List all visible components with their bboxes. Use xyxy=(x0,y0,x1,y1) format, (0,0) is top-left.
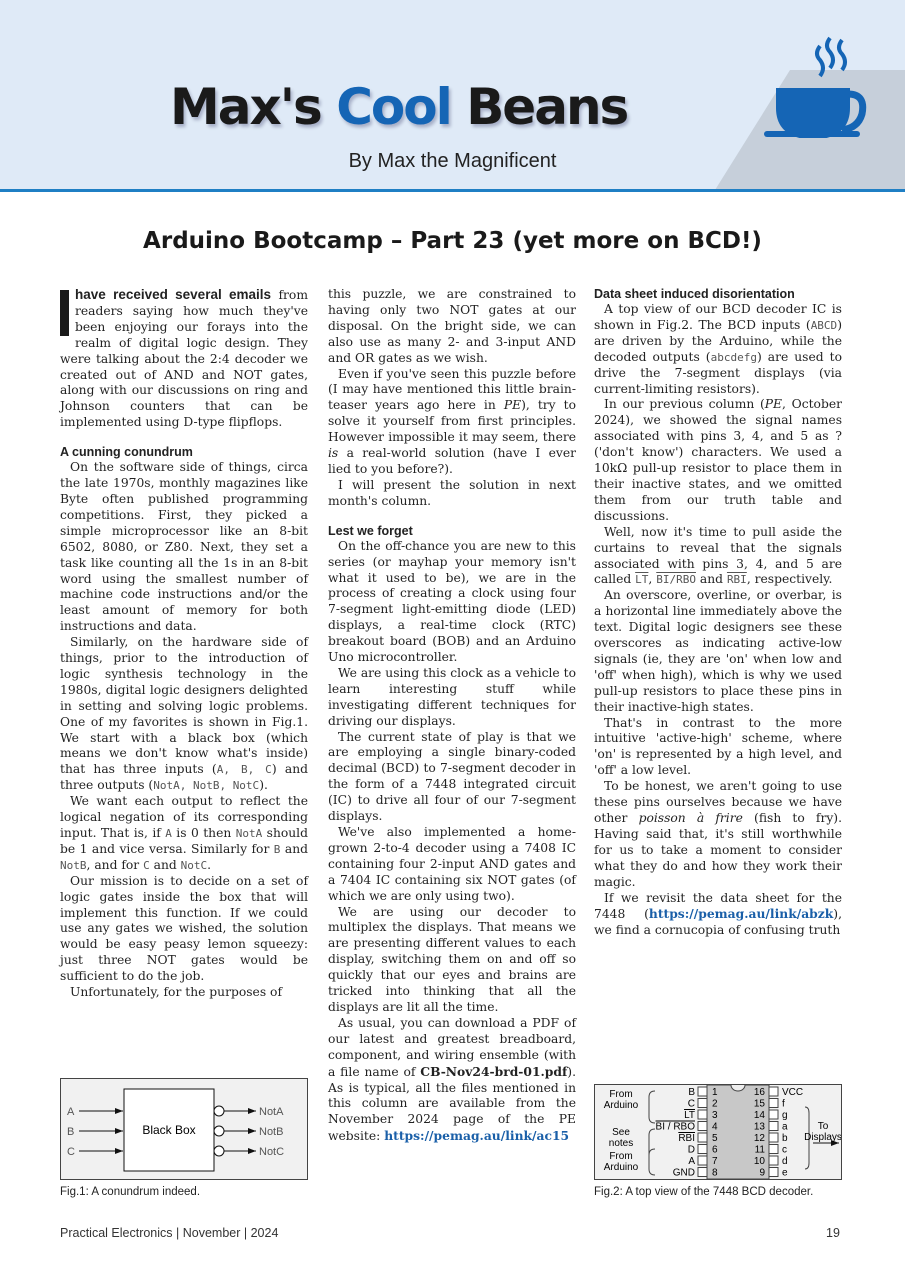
pin-number: 3 xyxy=(712,1110,718,1121)
pin-number: 7 xyxy=(712,1156,718,1167)
subheading: A cunning conundrum xyxy=(60,445,193,460)
column-1: have received several emails from readers saying how much they've been enjoying our forays into the realm of digital logic design. They were talking about the 2:4 decoder we created out of AND and NOT gates, along with our discussions on ring and Johnson counters that can be implemented using D-type flipflops. A cunning conundrum On the software side of things, circa the late 1970s, monthly magazines like Byte often published programming competitions. First, they picked a simple microprocessor like an 8-bit 6502, 8080, or Z80. Next, they set a task like counting all the 1s in an 8-bit word using the smallest number of machine code instructions and/or the least amount of memory for both instructions and data. Similarly, on the hardware side of things, prior to the introduction of logic synthesis technology in the 1980s, digital logic designers delighted in setting and solving logic problems. One of my favorites is shown in Fig.1. We start with a black box (which means we don't know what's inside) that has three inputs (A, B, C) and three outputs (NotA, NotB, NotC). We want each output to reflect the logical negation of its corresponding input. That is, if A is 0 then NotA should be 1 and vice versa. Similarly for B and NotB, and for C and NotC. Our mission is to decide on a set of logic gates inside the box that will implement this function. If we could use any gates we wished, the solution would be easy peasy lemon squeezy: just three NOT gates would be sufficient to do the job. Unfortunately, for the purposes of xyxy=(60,287,308,1000)
pin xyxy=(698,1145,707,1154)
pin-number: 16 xyxy=(753,1087,765,1098)
pin-name: f xyxy=(782,1098,785,1110)
pin xyxy=(769,1133,778,1142)
pin xyxy=(698,1122,707,1131)
pin-name: e xyxy=(782,1167,788,1179)
input-label: B xyxy=(67,1126,75,1138)
pin xyxy=(698,1168,707,1177)
pin-number: 2 xyxy=(712,1098,718,1110)
pin-number: 10 xyxy=(753,1156,765,1167)
box-label: Black Box xyxy=(142,1123,196,1137)
side-label: notes xyxy=(608,1138,634,1149)
pin-number: 13 xyxy=(753,1121,765,1133)
pin-name: GND xyxy=(672,1167,695,1179)
inverter-bubble xyxy=(214,1106,224,1116)
masthead xyxy=(0,0,905,192)
output-label: NotC xyxy=(259,1146,285,1158)
figure-2-caption: Fig.2: A top view of the 7448 BCD decoder. xyxy=(594,1186,814,1198)
side-label: Arduino xyxy=(603,1162,639,1173)
pin xyxy=(769,1110,778,1119)
column-title: Max's Cool Beans xyxy=(170,78,628,136)
figure-1 xyxy=(60,1078,308,1180)
pin-name: B xyxy=(688,1087,695,1098)
coffee-cup-icon xyxy=(762,28,872,138)
pin xyxy=(769,1122,778,1131)
pin-number: 9 xyxy=(759,1167,765,1179)
pin-name: RBI xyxy=(678,1133,695,1144)
datasheet-link[interactable]: https://pemag.au/link/abzk xyxy=(648,906,834,922)
pin-number: 1 xyxy=(712,1087,718,1098)
pin xyxy=(769,1145,778,1154)
pin-number: 8 xyxy=(712,1167,718,1179)
byline: By Max the Magnificent xyxy=(348,150,557,172)
pin-name: b xyxy=(782,1133,788,1144)
pin xyxy=(698,1110,707,1119)
pin-number: 5 xyxy=(712,1133,718,1144)
pin-number: 11 xyxy=(754,1144,765,1156)
drop-cap xyxy=(60,290,69,336)
column-2: this puzzle, we are constrained to having only two NOT gates at our disposal. On the bright side, we can also use as many 2- and 3-input AND and OR gates as we wish. Even if you've seen this puzzle before (I may have mentioned this little brain-teaser years ago here in PE), try to solve it yourself from first principles. However impossible it may seem, there is a real-world solution (have I ever lied to you before?). I will present the solution in next month's column. Lest we forget On the off-chance you are new to this series (or mayhap your memory isn't what it used to be), we are in the process of creating a clock using four 7-segment light-emitting diode (LED) displays, a real-time clock (RTC) breakout board (BOB) and an Arduino Uno microcontroller. We are using this clock as a vehicle to learn interesting stuff while investigating different techniques for driving our displays. The current state of play is that we are employing a single binary-coded decimal (BCD) to 7-segment decoder in the form of a 7448 integrated circuit (IC) to drive all four of our 7-segment displays. We've also implemented a home-grown 2-to-4 decoder using a 7408 IC containing four 2-input AND gates and a 7404 IC containing six NOT gates (of which we are only using two). We are using our decoder to multiplex the displays. That means we are presenting different values to each display, switching them on and off so quickly that our eyes and brains are tricked into thinking that all the displays are lit all the time. As usual, you can download a PDF of our latest and greatest breadboard, component, and wiring ensemble (with a file name of CB-Nov24-brd-01.pdf). As is typical, all the files mentioned in this column are available from the November 2024 page of the PE website: https://pemag.au/link/ac15 xyxy=(328,287,576,1144)
side-label: From xyxy=(609,1089,633,1100)
black-box-diagram xyxy=(61,1079,307,1179)
side-label: See xyxy=(612,1127,630,1138)
pin-name: C xyxy=(687,1098,695,1110)
pin-number: 6 xyxy=(712,1144,718,1156)
pin-number: 4 xyxy=(712,1121,718,1133)
pin xyxy=(769,1099,778,1108)
pin xyxy=(769,1168,778,1177)
pin-number: 15 xyxy=(753,1098,765,1110)
figure-1-caption: Fig.1: A conundrum indeed. xyxy=(60,1186,201,1198)
pin-name: g xyxy=(782,1110,788,1121)
pin xyxy=(698,1156,707,1165)
output-label: NotA xyxy=(259,1106,284,1118)
pe-website-link[interactable]: https://pemag.au/link/ac15 xyxy=(384,1128,570,1144)
pin-name: LT xyxy=(684,1110,695,1121)
article-title: Arduino Bootcamp – Part 23 (yet more on BCD!) xyxy=(143,228,762,254)
pin-name: BI / RBO xyxy=(655,1121,695,1133)
pin xyxy=(769,1087,778,1096)
pin-name: d xyxy=(782,1156,788,1167)
subheading: Data sheet induced disorientation xyxy=(594,287,795,301)
input-label: C xyxy=(67,1146,75,1158)
pin-name: D xyxy=(687,1144,695,1156)
side-label: Arduino xyxy=(603,1100,639,1111)
pin xyxy=(698,1133,707,1142)
inverter-bubble xyxy=(214,1146,224,1156)
figure-2 xyxy=(594,1084,842,1180)
input-label: A xyxy=(67,1106,75,1118)
side-label: Displays xyxy=(804,1132,841,1143)
intro-paragraph: have received several emails from readers saying how much they've been enjoying our forays into the realm of digital logic design. They were talking about the 2:4 decoder we created out of AND and NOT gates, along with our discussions on ring and Johnson counters that can be implemented using D-type flipflops. xyxy=(60,287,308,430)
pin-name: VCC xyxy=(782,1087,804,1098)
pin xyxy=(698,1087,707,1096)
ic-pinout-diagram xyxy=(595,1085,841,1179)
pin-name: A xyxy=(688,1156,695,1167)
side-label: From xyxy=(609,1151,633,1162)
pin-name: c xyxy=(782,1144,787,1156)
output-label: NotB xyxy=(259,1126,284,1138)
pin xyxy=(698,1099,707,1108)
column-3: Data sheet induced disorientation A top view of our BCD decoder IC is shown in Fig.2. The BCD inputs (ABCD) are driven by the Arduino, while the decoded outputs (abcdefg) are used to drive the 7-segment displays (via current-limiting resistors). In our previous column (PE, October 2024), we showed the signal names associated with pins 3, 4, and 5 as ? ('don't know') characters. We used a 10kΩ pull-up resistor to place them in their inactive states, and we omitted them from our truth table and discussions. Well, now it's time to pull aside the curtains to reveal that the signals associated with pins 3, 4, and 5 are called $\overline{LT}$, BI/RBO and $\overline{RBI}$, respectively. An overscore, overline, or overbar, is a horizontal line immediately above the text. Digital logic designers see these overscores as indicating active-low signals (ie, they are 'on' when low and 'off' when high), which is why we used pull-up resistors to place these pins in their inactive-high states. That's in contrast to the more intuitive 'active-high' scheme, where 'on' is represented by a high level, and 'off' a low level. To be honest, we aren't going to use these pins ourselves because we have other poisson à frire (fish to fry). Having said that, it's still worthwhile for us to take a moment to consider what they do and how they work their magic. If we revisit the data sheet for the 7448 (https://pemag.au/link/abzk), we find a cornucopia of confusing truth xyxy=(594,287,842,938)
pin-number: 12 xyxy=(753,1133,765,1144)
footer-publication: Practical Electronics | November | 2024 xyxy=(60,1226,279,1240)
pin-name: a xyxy=(782,1121,788,1133)
pin-number: 14 xyxy=(753,1110,765,1121)
pin xyxy=(769,1156,778,1165)
subheading: Lest we forget xyxy=(328,523,413,538)
page-number: 19 xyxy=(826,1226,840,1240)
inverter-bubble xyxy=(214,1126,224,1136)
side-label: To xyxy=(817,1121,829,1132)
